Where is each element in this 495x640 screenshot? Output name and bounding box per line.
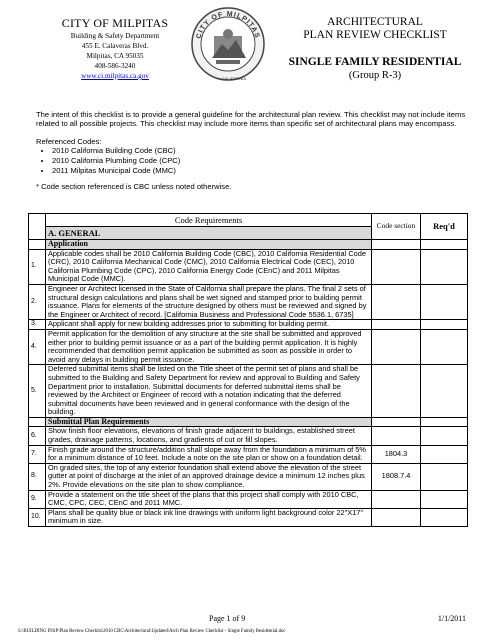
row-text: Finish grade around the structure/addition shall slope away from the foundation a minimum of 5% for a minimum distance of 10 feet. Include a note on the site plan or show on a foundation detail. [46, 445, 372, 463]
required-checkbox-cell[interactable] [421, 365, 468, 418]
row-number: 5. [29, 365, 46, 418]
code-note: * Code section referenced is CBC unless noted otherwise. [36, 182, 232, 192]
required-checkbox-cell[interactable] [421, 284, 468, 319]
row-number: 8. [29, 463, 46, 490]
col-code-section: Code section [372, 214, 421, 240]
seal-caption: CALIFORNIA [221, 76, 246, 81]
row-text: Deferred submittal items shall be listed on the Title sheet of the permit set of plans and shall be submitted to the Building and Safety Department for review and approval to Building and Safety Department prior to installation. Submittal documents for deferred submittal items shall be reviewed by the Architect or Engineer of record with a notation indicating that the deferred submittal documents have been reviewed and in general conformance with the design of the building. [46, 365, 372, 418]
row-text: Plans shall be quality blue or black ink line drawings with uniform light background color 22"X17" minimum in size. [46, 508, 372, 526]
row-text: Show finish floor elevations, elevations of finish grade adjacent to buildings, established street grades, drainage patterns, locations, and gradients of cut or fill slopes. [46, 427, 372, 445]
code-cell [372, 417, 421, 427]
row-text: Permit application for the demolition of any structure at the site shall be submitted and approved either prior to building permit issuance or as a part of the building permit application. It is highly recommended that demolition permit application be submitted as soon as possible in order to avoid any delays in building permit issuance. [46, 329, 372, 364]
title-line-4: (Group R-3) [348, 70, 402, 81]
address-line-2: Milpitas, CA 95035 [86, 52, 144, 60]
required-checkbox-cell[interactable] [421, 463, 468, 490]
table-row [29, 249, 468, 284]
footer-date: 1/1/2011 [437, 614, 466, 623]
referenced-codes-heading: Referenced Codes: [36, 136, 102, 146]
table-row [29, 320, 468, 330]
required-checkbox-cell[interactable] [421, 320, 468, 330]
row-code [372, 320, 421, 330]
row-number: 9. [29, 490, 46, 508]
row-number: 2. [29, 284, 46, 319]
row-number: 3. [29, 320, 46, 330]
num-spacer [29, 417, 46, 427]
col-required: Req'd [421, 214, 468, 240]
required-checkbox-cell[interactable] [421, 490, 468, 508]
code-cell [372, 240, 421, 250]
required-checkbox-cell[interactable] [421, 417, 468, 427]
row-text: Provide a statement on the title sheet of the plans that this project shall comply with 2010 CBC, CMC, CPC, CEC, CEnC and 2011 MMC. [46, 490, 372, 508]
city-name: CITY OF MILPITAS [61, 16, 169, 30]
row-code [372, 365, 421, 418]
row-text: Applicable codes shall be 2010 California Building Code (CBC), 2010 California Residential Code (CRC), 2010 California Mechanical Code (CMC), 2010 California Electrical Code (CEC), 2010 California Plumbing Code (CPC), 2010 California Energy Code (CEnC) and 2011 Milpitas Municipal Code (MMC). [46, 249, 372, 284]
row-number: 10. [29, 508, 46, 526]
file-path: S:\BUILDING INSP\Plan Review Checklst\2010 CBC\Architectural\Updated\Arch Plan Review Checklist - Single Family Residential.doc [18, 629, 286, 634]
row-code [372, 249, 421, 284]
row-code [372, 427, 421, 445]
table-row [29, 490, 468, 508]
row-number: 4. [29, 329, 46, 364]
num-header [29, 214, 46, 240]
required-checkbox-cell[interactable] [421, 249, 468, 284]
phone: 408-586-3240 [94, 62, 136, 70]
city-info [40, 16, 190, 81]
col-requirements: Code Requirements [46, 214, 372, 227]
table-row [29, 284, 468, 319]
city-seal-icon [190, 6, 266, 82]
row-text: Applicant shall apply for new building addresses prior to submitting for building permit. [46, 320, 372, 330]
row-code: 1808.7.4 [372, 463, 421, 490]
department: Building & Safety Department [70, 32, 160, 40]
page-number: Page 1 of 9 [209, 614, 246, 623]
required-checkbox-cell[interactable] [421, 427, 468, 445]
row-number: 6. [29, 427, 46, 445]
table-row [29, 329, 468, 364]
website-link[interactable]: www.ci.milpitas.ca.gov [81, 72, 149, 80]
row-code [372, 284, 421, 319]
required-checkbox-cell[interactable] [421, 329, 468, 364]
title-line-3: SINGLE FAMILY RESIDENTIAL [288, 56, 462, 68]
table-row [29, 508, 468, 526]
seal-text: CITY OF MILPITAS [195, 10, 261, 40]
row-number: 1. [29, 249, 46, 284]
checklist-table [28, 213, 468, 527]
row-code [372, 490, 421, 508]
referenced-codes-list [36, 146, 466, 176]
table-row [29, 365, 468, 418]
row-number: 7. [29, 445, 46, 463]
document-title [270, 16, 480, 82]
table-row [29, 463, 468, 490]
title-line-1: ARCHITECTURAL [327, 16, 423, 28]
num-spacer [29, 240, 46, 250]
row-code [372, 508, 421, 526]
header [14, 6, 481, 92]
subheading-application: Application [46, 240, 372, 250]
row-code [372, 329, 421, 364]
intro-paragraph: The intent of this checklist is to provide a general guideline for the architectural plan review. This checklist may not include items related to all possible projects. This checklist may include more items than specific set of architectural plans may encompass. [36, 110, 466, 129]
required-checkbox-cell[interactable] [421, 508, 468, 526]
title-line-2: PLAN REVIEW CHECKLIST [303, 29, 447, 41]
required-checkbox-cell[interactable] [421, 240, 468, 250]
row-text: On graded sites, the top of any exterior foundation shall extend above the elevation of the street gutter at point of discharge at the inlet of an approved drainage device a minimum 12 inches plus 2%. Provide elevations on the site plan to show compliance. [46, 463, 372, 490]
table-row [29, 445, 468, 463]
required-checkbox-cell[interactable] [421, 445, 468, 463]
address-line-1: 455 E. Calaveras Blvd. [81, 42, 149, 50]
referenced-code: • 2011 Milpitas Municipal Code (MMC) [52, 166, 466, 176]
referenced-code: • 2010 California Plumbing Code (CPC) [52, 156, 466, 166]
referenced-code: • 2010 California Building Code (CBC) [52, 146, 466, 156]
table-row [29, 427, 468, 445]
subheading-submittal-plan: Submittal Plan Requirements [46, 417, 372, 427]
row-text: Engineer or Architect licensed in the State of California shall prepare the plans. The final 2 sets of structural design calculations and plans shall be wet signed and stamped prior to building permit issuance. Plans for elements of the structure designed by others must be reviewed and signed by the Engineer or Architect of record. [California Business and Professional Code 5536.1, 6735] [46, 284, 372, 319]
section-general: A. GENERAL [46, 227, 372, 240]
row-code: 1804.3 [372, 445, 421, 463]
intro [36, 110, 466, 192]
